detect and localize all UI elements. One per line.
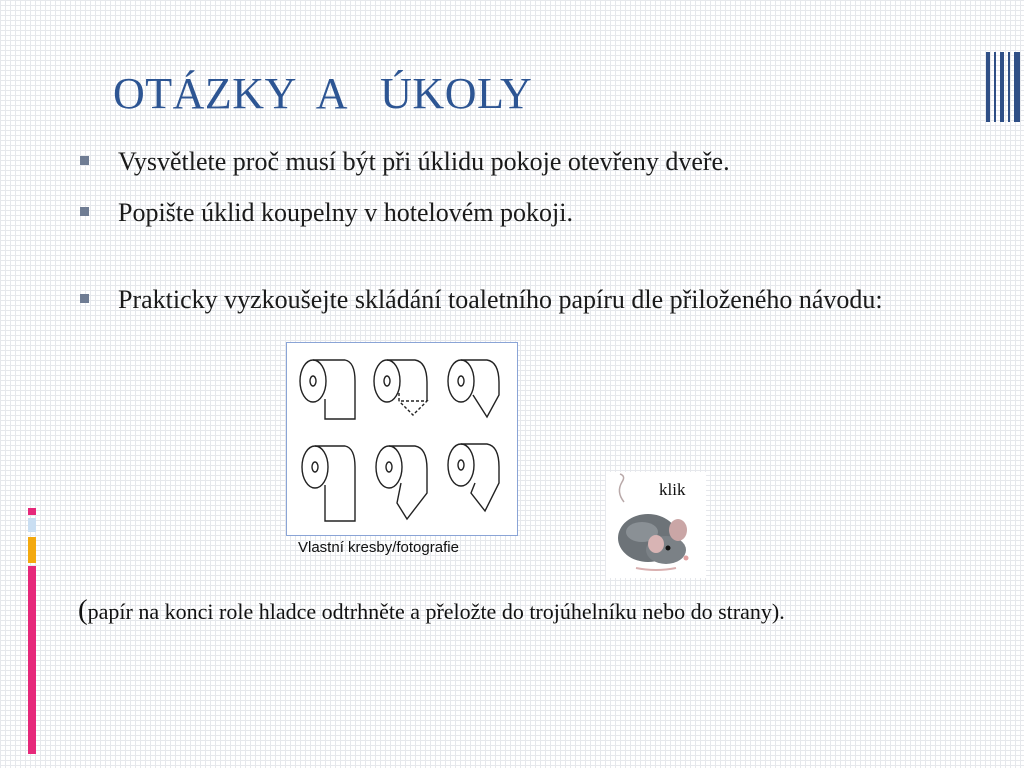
slide-title: OTÁZKY A ÚKOLY — [113, 69, 533, 118]
footer-note — [78, 594, 785, 627]
footer-text: papír na konci role hladce odtrhněte a přeložte do trojúhelníku nebo do strany). — [87, 599, 785, 624]
corner-decoration — [984, 52, 1024, 122]
mouse-link-label[interactable]: klik — [659, 480, 686, 499]
bullet-text: Popište úklid koupelny v hotelovém pokoji. — [118, 198, 573, 227]
bullet-list — [80, 143, 1010, 319]
bullet-square-icon — [80, 207, 89, 216]
footer-paren: ( — [78, 594, 88, 626]
mouse-photo[interactable] — [606, 472, 706, 578]
bullet-text: Prakticky vyzkoušejte skládání toaletního papíru dle přiloženého návodu: — [118, 285, 883, 314]
bullet-item — [80, 143, 1010, 181]
bullet-item — [80, 281, 1010, 319]
bullet-item — [80, 194, 1010, 232]
figure-caption: Vlastní kresby/fotografie — [298, 539, 459, 556]
bullet-square-icon — [80, 156, 89, 165]
toilet-paper-fold-steps-illustration — [286, 342, 518, 536]
bullet-text: Vysvětlete proč musí být při úklidu pokoje otevřeny dveře. — [118, 147, 730, 176]
bullet-square-icon — [80, 294, 89, 303]
